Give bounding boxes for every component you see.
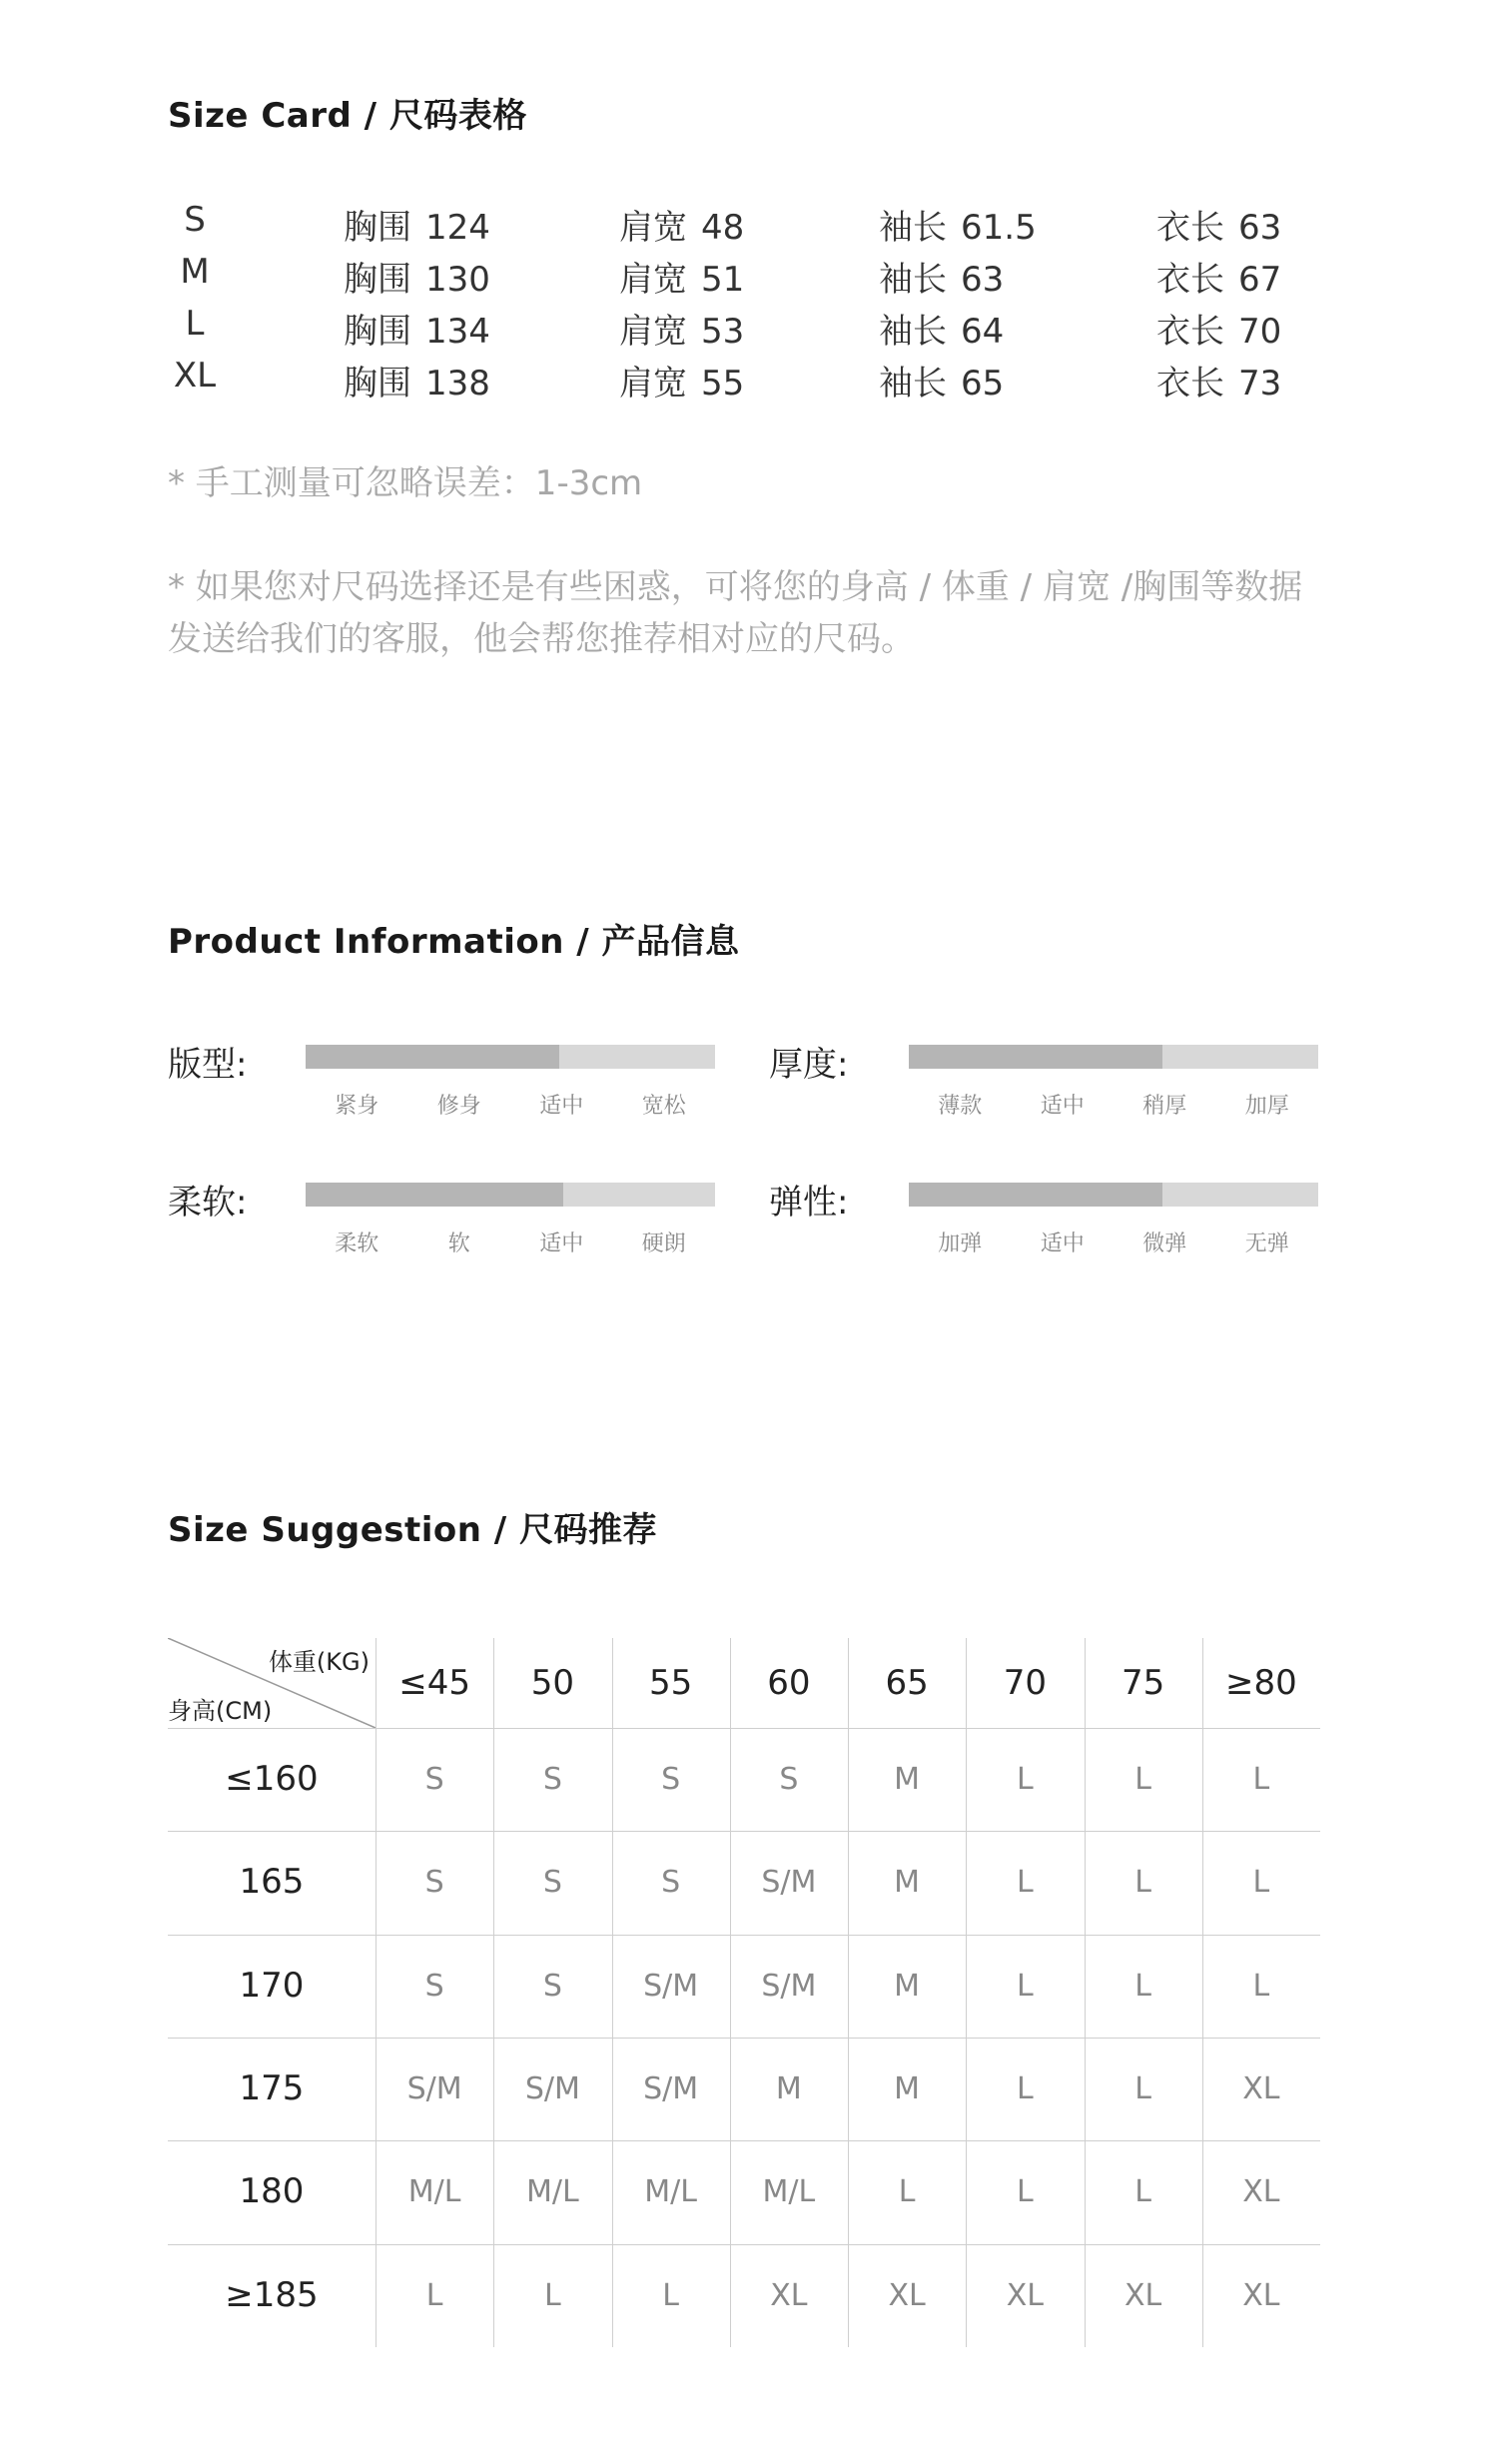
sleeve-label: 袖长 — [879, 260, 947, 300]
size-label: S — [184, 200, 206, 240]
attr-tick: 加弹 — [938, 1232, 983, 1256]
height-row-header: 165 — [239, 1862, 305, 1903]
weight-column-header: 70 — [1003, 1663, 1047, 1703]
size-recommendation-cell: S — [661, 1865, 681, 1901]
size-recommendation-cell: L — [544, 2277, 561, 2313]
weight-column-header: 65 — [885, 1663, 929, 1703]
customer-service-note: * 如果您对尺码选择还是有些困惑，可将您的身高 / 体重 / 肩宽 /胸围等数据发送给我们的客服，他会帮您推荐相对应的尺码。 — [168, 567, 1303, 659]
size-recommendation-cell: L — [898, 2174, 916, 2210]
sleeve-label: 袖长 — [879, 364, 947, 404]
shoulder-label: 肩宽 — [619, 260, 687, 300]
attr-level-fill — [909, 1045, 1162, 1069]
size-recommendation-cell: L — [1134, 1968, 1151, 2004]
height-row-header: 175 — [239, 2068, 305, 2108]
size-recommendation-cell: XL — [1124, 2277, 1162, 2313]
size-recommendation-cell: XL — [888, 2277, 926, 2313]
size-recommendation-cell: L — [1017, 1968, 1034, 2004]
size-recommendation-cell: L — [1134, 2071, 1151, 2106]
size-recommendation-cell: S — [779, 1762, 799, 1797]
length-label: 衣长 — [1156, 312, 1224, 352]
weight-column-header: 60 — [767, 1663, 811, 1703]
size-recommendation-cell: M — [894, 1968, 921, 2004]
size-recommendation-cell: L — [425, 2277, 443, 2313]
size-recommendation-cell: S — [424, 1968, 444, 2004]
size-recommendation-cell: M/L — [526, 2174, 579, 2210]
height-row-header: ≥185 — [225, 2274, 319, 2315]
chest-label: 胸围 — [344, 364, 411, 404]
size-suggestion-table — [168, 1638, 1320, 2347]
height-row-header: ≤160 — [225, 1759, 319, 1799]
attr-tick: 适中 — [539, 1094, 584, 1119]
size-recommendation-cell: S — [424, 1762, 444, 1797]
chest-value: 124 — [425, 208, 490, 248]
size-recommendation-cell: L — [1017, 1762, 1034, 1797]
size-recommendation-cell: M — [894, 2071, 921, 2106]
attr-tick: 软 — [447, 1232, 470, 1256]
shoulder-value: 51 — [701, 260, 745, 300]
weight-header: 体重(KG) — [268, 1648, 370, 1676]
shoulder-value: 55 — [701, 364, 745, 404]
attr-level-fill — [306, 1183, 563, 1207]
weight-column-header: 55 — [648, 1663, 693, 1703]
size-recommendation-cell: S/M — [761, 1865, 817, 1901]
weight-column-header: 50 — [530, 1663, 574, 1703]
size-recommendation-cell: S — [542, 1968, 562, 2004]
attr-tick: 薄款 — [938, 1094, 983, 1119]
size-recommendation-cell: L — [1252, 1762, 1270, 1797]
attr-level-fill — [909, 1183, 1162, 1207]
shoulder-value: 48 — [701, 208, 745, 248]
shoulder-label: 肩宽 — [619, 364, 687, 404]
size-label: L — [185, 304, 205, 344]
shoulder-value: 53 — [701, 312, 745, 352]
size-row — [168, 356, 1326, 408]
sleeve-value: 63 — [961, 260, 1005, 300]
length-label: 衣长 — [1156, 260, 1224, 300]
size-recommendation-cell: XL — [1242, 2277, 1280, 2313]
size-recommendation-cell: L — [1134, 1762, 1151, 1797]
size-recommendation-cell: XL — [1006, 2277, 1044, 2313]
chest-label: 胸围 — [344, 208, 411, 248]
size-suggestion-title: Size Suggestion / 尺码推荐 — [168, 1510, 658, 1550]
size-recommendation-cell: M — [894, 1865, 921, 1901]
attr-tick: 适中 — [1040, 1232, 1085, 1256]
size-recommendation-cell: M — [894, 1762, 921, 1797]
attr-level-fill — [306, 1045, 559, 1069]
size-recommendation-cell: M/L — [407, 2174, 461, 2210]
size-recommendation-cell: L — [1252, 1968, 1270, 2004]
size-recommendation-cell: S/M — [524, 2071, 580, 2106]
size-recommendation-cell: L — [662, 2277, 679, 2313]
size-label: XL — [173, 356, 217, 396]
size-recommendation-cell: S/M — [643, 2071, 699, 2106]
height-header: 身高(CM) — [168, 1697, 273, 1725]
attr-tick: 适中 — [539, 1232, 584, 1256]
size-recommendation-cell: L — [1134, 2174, 1151, 2210]
size-recommendation-cell: S — [542, 1762, 562, 1797]
length-label: 衣长 — [1156, 208, 1224, 248]
size-recommendation-cell: L — [1134, 1865, 1151, 1901]
size-recommendation-cell: M/L — [762, 2174, 816, 2210]
chest-value: 134 — [425, 312, 490, 352]
size-recommendation-cell: S/M — [406, 2071, 462, 2106]
size-recommendation-cell: S/M — [761, 1968, 817, 2004]
size-recommendation-cell: L — [1017, 2071, 1034, 2106]
size-row — [168, 304, 1326, 356]
attr-tick: 紧身 — [335, 1094, 379, 1119]
weight-column-header: ≥80 — [1224, 1663, 1297, 1703]
length-label: 衣长 — [1156, 364, 1224, 404]
height-row-header: 170 — [239, 1965, 305, 2006]
length-value: 63 — [1238, 208, 1282, 248]
length-value: 73 — [1238, 364, 1282, 404]
size-recommendation-cell: L — [1017, 2174, 1034, 2210]
attr-level-bar — [909, 1045, 1318, 1069]
sleeve-value: 64 — [961, 312, 1005, 352]
size-recommendation-cell: XL — [1242, 2174, 1280, 2210]
product-info-title: Product Information / 产品信息 — [168, 922, 740, 962]
attr-tick: 稍厚 — [1142, 1094, 1187, 1119]
attr-tick: 适中 — [1040, 1094, 1085, 1119]
shoulder-label: 肩宽 — [619, 208, 687, 248]
size-recommendation-cell: XL — [1242, 2071, 1280, 2106]
chest-value: 138 — [425, 364, 490, 404]
size-recommendation-cell: S — [424, 1865, 444, 1901]
size-recommendation-cell: XL — [770, 2277, 808, 2313]
size-recommendation-cell: L — [1017, 1865, 1034, 1901]
size-row — [168, 200, 1326, 252]
attr-tick: 硬朗 — [641, 1232, 686, 1256]
size-label: M — [180, 252, 210, 292]
sleeve-value: 61.5 — [961, 208, 1037, 248]
attr-label: 厚度: — [769, 1045, 849, 1085]
measurement-error-note: * 手工测量可忽略误差：1-3cm — [168, 463, 643, 503]
weight-column-header: 75 — [1121, 1663, 1165, 1703]
size-card-title: Size Card / 尺码表格 — [168, 96, 527, 136]
size-row — [168, 252, 1326, 304]
size-recommendation-cell: M/L — [644, 2174, 697, 2210]
attr-tick: 柔软 — [335, 1232, 379, 1256]
chest-value: 130 — [425, 260, 490, 300]
length-value: 67 — [1238, 260, 1282, 300]
sleeve-label: 袖长 — [879, 312, 947, 352]
length-value: 70 — [1238, 312, 1282, 352]
attr-label: 柔软: — [168, 1183, 248, 1223]
chest-label: 胸围 — [344, 260, 411, 300]
size-card-list — [168, 200, 1326, 408]
shoulder-label: 肩宽 — [619, 312, 687, 352]
attr-label: 版型: — [168, 1045, 248, 1085]
chest-label: 胸围 — [344, 312, 411, 352]
attr-level-bar — [306, 1045, 715, 1069]
attr-tick: 加厚 — [1244, 1094, 1289, 1119]
size-recommendation-cell: L — [1252, 1865, 1270, 1901]
attr-level-bar — [306, 1183, 715, 1207]
attr-tick: 修身 — [436, 1094, 481, 1119]
size-recommendation-cell: S — [542, 1865, 562, 1901]
attr-label: 弹性: — [769, 1183, 849, 1223]
table-corner-header — [168, 1638, 375, 1728]
height-row-header: 180 — [239, 2171, 305, 2212]
sleeve-value: 65 — [961, 364, 1005, 404]
size-recommendation-cell: S/M — [643, 1968, 699, 2004]
attr-tick: 微弹 — [1142, 1232, 1187, 1256]
size-recommendation-cell: S — [661, 1762, 681, 1797]
attr-tick: 无弹 — [1244, 1232, 1289, 1256]
attr-level-bar — [909, 1183, 1318, 1207]
sleeve-label: 袖长 — [879, 208, 947, 248]
size-recommendation-cell: M — [775, 2071, 802, 2106]
attr-tick: 宽松 — [641, 1094, 686, 1119]
weight-column-header: ≤45 — [398, 1663, 470, 1703]
